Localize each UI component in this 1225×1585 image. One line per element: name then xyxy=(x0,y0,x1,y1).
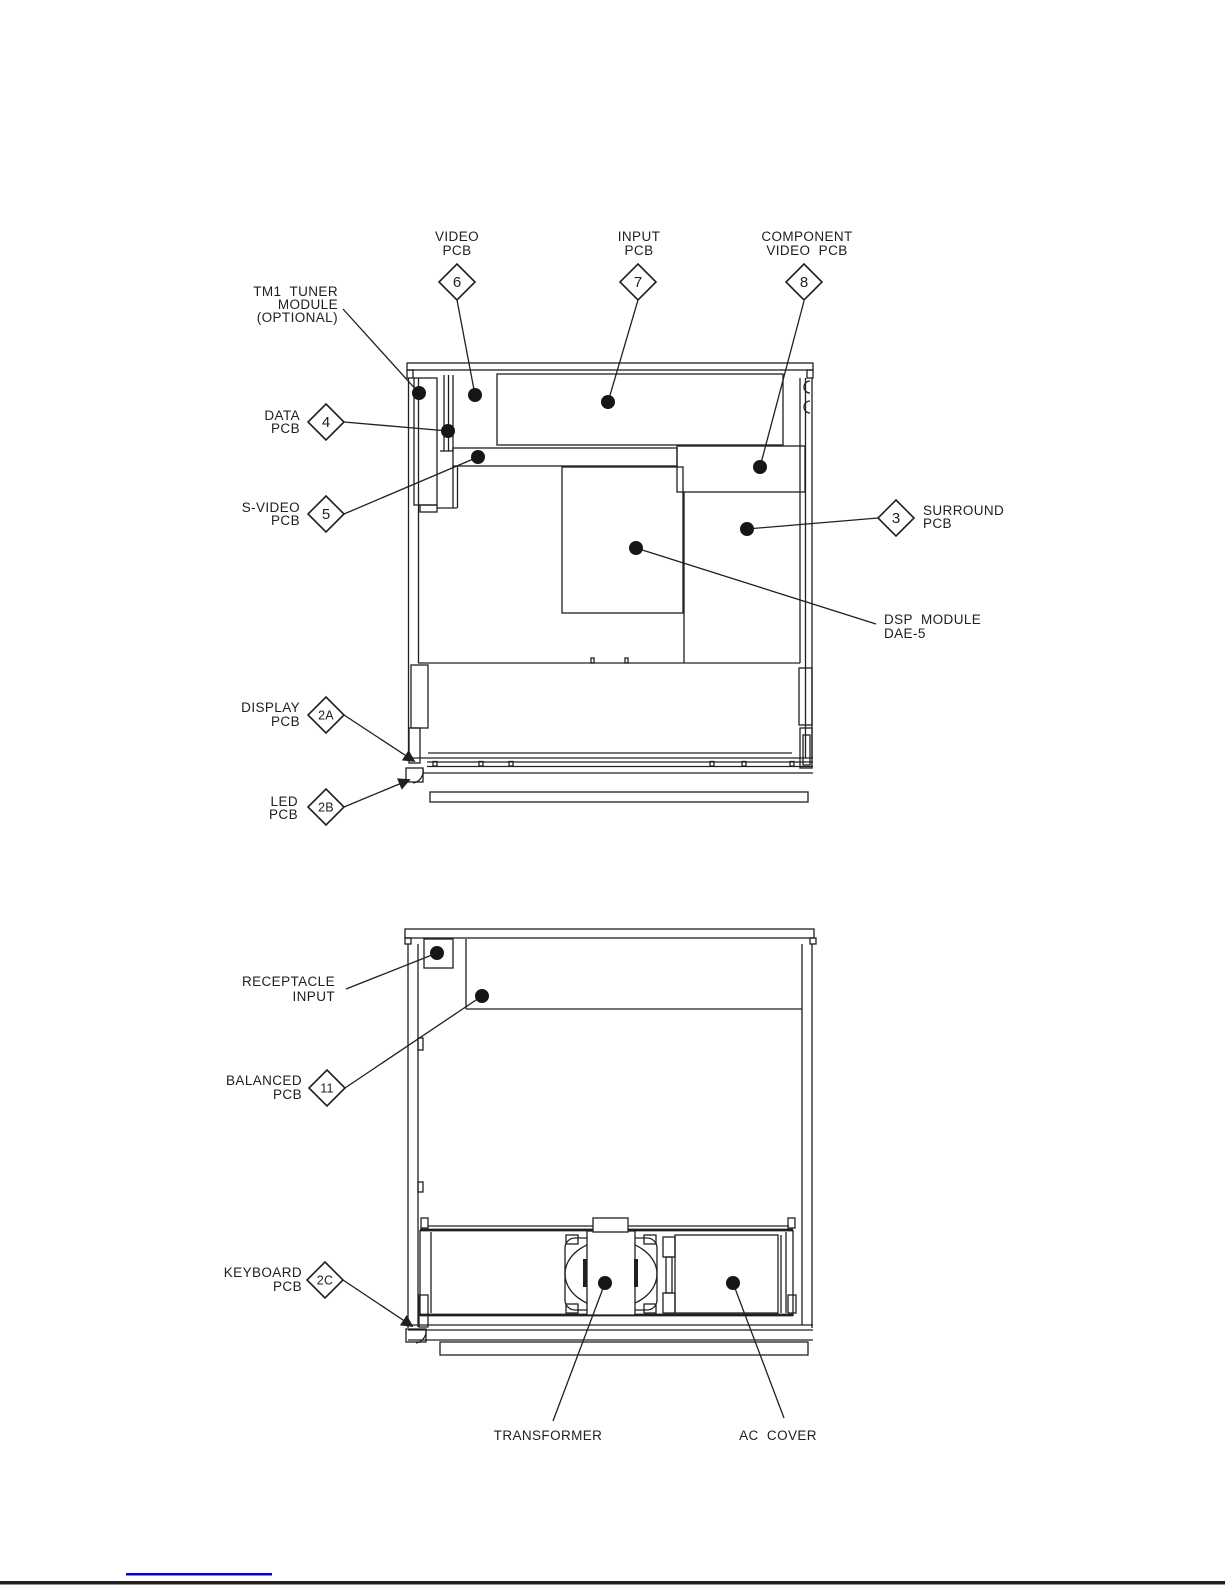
leader-ac-cover xyxy=(733,1283,784,1418)
transformer-ear xyxy=(566,1304,578,1313)
front-plate xyxy=(430,792,808,802)
wall-tab xyxy=(418,1038,423,1050)
leader-keyboard-arrow xyxy=(343,1280,412,1326)
label-video-pcb: VIDEO xyxy=(434,229,480,244)
right-foot-inner xyxy=(803,735,810,765)
keyboard-pcb-curl xyxy=(416,1330,426,1343)
callout-number: 2C xyxy=(316,1273,334,1288)
dot-surround-pcb xyxy=(740,522,754,536)
page-bottom-rule xyxy=(0,1581,1225,1585)
label-tm1-tuner-module: TM1 TUNER xyxy=(253,284,338,299)
dot-input-pcb xyxy=(601,395,615,409)
label-ac-cover: AC COVER xyxy=(739,1428,817,1443)
label-led-pcb: LED xyxy=(270,794,298,809)
label-tm1-tuner-module: (OPTIONAL) xyxy=(256,310,338,325)
transformer-coil-mark xyxy=(583,1259,587,1287)
separator-tick xyxy=(625,658,628,663)
led-pcb-curl xyxy=(413,769,423,783)
label-component-video-pcb: COMPONENT xyxy=(761,229,853,244)
label-balanced-pcb: PCB xyxy=(273,1087,302,1102)
label-input-pcb: PCB xyxy=(624,243,654,258)
mount-bracket-bar xyxy=(666,1257,672,1293)
wall-tab xyxy=(418,1182,423,1192)
mount-bracket xyxy=(663,1237,675,1257)
leader-data xyxy=(344,422,448,431)
top-rail-right-tab xyxy=(807,370,813,378)
top-diagram-callouts xyxy=(241,229,1004,825)
separator-tick xyxy=(591,658,594,663)
label-s-video-pcb: PCB xyxy=(271,513,300,528)
top-rail-left-tab xyxy=(405,938,411,944)
label-s-video-pcb: S-VIDEO xyxy=(241,500,300,515)
dot-receptacle-input xyxy=(430,946,444,960)
top-rail xyxy=(407,363,813,370)
label-keyboard-pcb: KEYBOARD xyxy=(223,1265,302,1280)
label-data-pcb: PCB xyxy=(271,421,300,436)
s-video-pcb-outline xyxy=(453,448,677,466)
input-pcb-outline xyxy=(497,374,783,445)
callout-number: 2A xyxy=(318,708,334,723)
compartment-tab xyxy=(421,1218,428,1228)
callout-number: 6 xyxy=(452,274,462,291)
label-dsp-module: DAE-5 xyxy=(884,626,926,641)
callout-number: 2B xyxy=(318,800,334,815)
bottom-chassis-drawing xyxy=(405,929,816,1355)
left-column xyxy=(411,665,428,728)
callout-number: 4 xyxy=(321,414,331,431)
dot-tm1-tuner xyxy=(412,386,426,400)
label-display-pcb: DISPLAY xyxy=(241,700,300,715)
label-tm1-tuner-module: MODULE xyxy=(277,297,338,312)
bottom-diagram-callouts xyxy=(224,946,817,1443)
label-receptacle-input: RECEPTACLE xyxy=(241,974,335,989)
compartment-tab xyxy=(788,1295,796,1313)
callout-number: 8 xyxy=(799,274,809,291)
label-input-pcb: INPUT xyxy=(617,229,661,244)
top-rail-right-tab xyxy=(810,938,816,944)
label-component-video-pcb: VIDEO PCB xyxy=(766,243,848,258)
label-display-pcb: PCB xyxy=(271,714,300,729)
dot-dsp-module xyxy=(629,541,643,555)
component-video-pcb-outline xyxy=(677,446,805,492)
leader-input xyxy=(608,300,638,402)
transformer-core xyxy=(587,1231,635,1315)
callout-number: 5 xyxy=(321,506,331,523)
label-balanced-pcb: BALANCED xyxy=(226,1073,302,1088)
transformer-ear xyxy=(644,1235,656,1244)
label-surround-pcb: PCB xyxy=(923,516,952,531)
tm1-tuner-module-step xyxy=(420,505,437,512)
transformer-drawing xyxy=(565,1218,657,1315)
dot-component-video-pcb xyxy=(753,460,767,474)
leader-display-arrow xyxy=(344,715,414,761)
label-led-pcb: PCB xyxy=(269,807,298,822)
label-video-pcb: PCB xyxy=(442,243,472,258)
footer-link-underline[interactable] xyxy=(126,1573,272,1576)
mount-bracket xyxy=(663,1293,675,1313)
top-rail-left-tab xyxy=(407,370,413,378)
leader-receptacle xyxy=(346,953,437,989)
dot-data-pcb xyxy=(441,424,455,438)
transformer-top-tab xyxy=(593,1218,628,1232)
transformer-coil-mark xyxy=(634,1259,638,1287)
top-rail xyxy=(405,929,814,938)
dot-s-video-pcb xyxy=(471,450,485,464)
callout-number: 7 xyxy=(633,274,643,291)
transformer-ear xyxy=(566,1235,578,1244)
dot-video-pcb xyxy=(468,388,482,402)
label-surround-pcb: SURROUND xyxy=(923,503,1005,518)
ac-cover-outline xyxy=(675,1235,778,1313)
dsp-module-outline xyxy=(562,467,683,613)
top-chassis-drawing xyxy=(406,363,813,802)
callout-number: 3 xyxy=(891,510,901,527)
label-dsp-module: DSP MODULE xyxy=(884,612,982,627)
leader-transformer xyxy=(553,1283,605,1421)
callout-number: 11 xyxy=(320,1081,334,1096)
leader-led-arrow xyxy=(344,780,409,807)
leader-tm1 xyxy=(343,309,419,393)
label-transformer: TRANSFORMER xyxy=(493,1428,603,1443)
dot-ac-cover xyxy=(726,1276,740,1290)
dot-balanced-pcb xyxy=(475,989,489,1003)
front-plate xyxy=(440,1342,808,1355)
dot-transformer xyxy=(598,1276,612,1290)
leader-video xyxy=(457,300,475,395)
label-keyboard-pcb: PCB xyxy=(273,1279,302,1294)
leader-component xyxy=(760,301,804,467)
label-receptacle-input: INPUT xyxy=(292,989,335,1004)
label-data-pcb: DATA xyxy=(264,408,300,423)
transformer-ear xyxy=(644,1304,656,1313)
compartment-tab xyxy=(788,1218,795,1228)
leader-balanced xyxy=(345,996,482,1088)
